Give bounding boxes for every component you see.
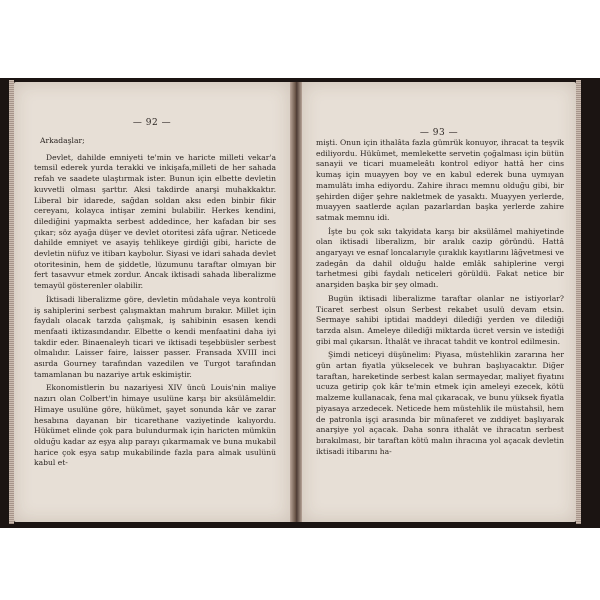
paragraph: İktisadi liberalizme göre, devletin müdahale veya kontrolü iş sahiplerini serbest çalışmaktan mahrum bırakır. Millet için faydalı olacak tarzda çalışmak, iş sahibinin esasen kendi menfaati iktizasındandır. Elbette o kendi menfaatini daha iyi takdir eder. Binaenaleyh ticari ve iktisadi teşebbüsler serbest olmalıdır. Laisser faire, laisser passer. Fransada XVIII inci asırda Gourney tarafından vazedilen ve Turgot tarafından tamamlanan bu nazariye artık eskimiştir. bbox=[34, 294, 276, 379]
left-page bbox=[14, 82, 290, 522]
paragraph: mişti. Onun için ithalâta fazla gümrük konuyor, ihracat ta teşvik ediliyordu. Hükûmet, memlekette servetin çoğalması için bütün sanayii ve ticari muameleâtı kontrol ediyor hattâ her cins kumaş için muayyen boy ve en kabul ederek buna uymıyan mamulâtı imha ediyordu. Zahire ihracı memnu olduğu gibi, bir şehirden diğer şehre nakletmek de yasaktı. Muayyen yerlerde, muayyen saatlerde açılan pazarlardan başka yerlerde zahire satmak memnu idi. bbox=[316, 138, 564, 222]
right-page bbox=[302, 82, 576, 522]
paragraph: Ekonomistlerin bu nazariyesi XIV üncü Louis'nin maliye nazırı olan Colbert'in himaye usulüne karşı bir aksülâmeldir. Himaye usulüne göre, hükümet, şayet sonunda kâr ve zarar hesabına dayanan bir ticarethane vaziyetinde kalıyordu. Hükümet elinde çok para bulundurmak için haricten mümkün olduğu kadar az eşya alıp parayı çıkarmamak ve buna mukabil harice çok eşya satıp mukabilinde fazla para almak usulünü kabul et- bbox=[34, 383, 276, 468]
page-edges-right bbox=[576, 80, 581, 524]
page-number: — 92 — bbox=[132, 118, 172, 128]
paragraph: İşte bu çok sıkı takyidata karşı bir aksülâmel mahiyetinde olan iktisadi liberalizm, bir aralık cazip göründü. Hattâ angaryayı ve esnaf loncalarıyle çıraklık kayıtlarını lâğvetmesi ve zadegân da dahil olduğu halde emlâk sahiplerine vergi tarhetmesi gibi faydalı neticeleri görüldü. Fakat netice bir anarşiden başka bir şey olmadı. bbox=[316, 226, 564, 290]
book-spread bbox=[0, 78, 600, 528]
paragraph: Şimdi neticeyi düşünelim: Piyasa, müstehlikin zararına her gün artan fiyatla yükselecek ve buhran başlıyacaktır. Diğer taraftan, hareketinde serbest kalan sermayedar, maliyet fiyatını ucuza getirip çok kâr te'min etmek için ameleyi ezecek, kötü malzeme kullanacak, fena mal çıkaracak, ve bunu yüksek fiyatla piyasaya arzedecek. Neticede hem müstehlik ile müstahsil, hem de patronla işçi arasında bir münaferet ve zıddiyet başlıyarak anarşiye yol açacak. Daha sonra ithalât ve ihracatın serbest bırakılması, bir taraftan kötü malın ihracına yol açacak devletin iktisadi itibarını ha- bbox=[316, 350, 564, 456]
page-text bbox=[302, 138, 576, 457]
paragraph: Bugün iktisadi liberalizme taraftar olanlar ne istiyorlar? Ticaret serbest olsun Serbest rekabet usulü devam etsin. Sermaye sahibi iptidai maddeyi dilediği yerden ve dilediği tarzda alsın. Ameleye dilediği miktarda ücret versin ve istediği gibi mal çıkarsın. İthalât ve ihracat tahdit ve kontrol edilmesin. bbox=[316, 293, 564, 346]
page-number: — 93 — bbox=[419, 128, 459, 138]
page-text bbox=[14, 136, 290, 469]
book-gutter bbox=[290, 82, 302, 522]
paragraph: Devlet, dahilde emniyeti te'min ve haricte milleti vekar'a temsil ederek yurda terakki ve inkişafa,milleti de her sahada refah ve saadete ulaştırmak ister. Bunun için elbette devletin kuvvetli olması şarttır. Aksi takdirde anarşi muhakkaktır. Liberal bir idarede, sağdan soldan aksı eden binbir fikir cereyanı, kolayca intişar zemini bulabilir. Herkes kendini, dilediğini yapmakta serbest addedince, her kafadan bir ses çıkar; söz ayağa düşer ve devlet otoritesi zâfa uğrar. Neticede dahilde emniyet ve asayiş tehlikeye girdiği gibi, haricte de devletin nüfuz ve itibarı kaybolur. Siyasi ve idari sahada devlet otoritesinin, hem de şiddetle, lüzumunu taraftar olmıyan bir fert tasavvur etmek zordur. Ancak iktisadi sahada liberalizme temayül gösterenler olabilir. bbox=[34, 152, 276, 291]
salutation: Arkadaşlar; bbox=[40, 136, 85, 145]
